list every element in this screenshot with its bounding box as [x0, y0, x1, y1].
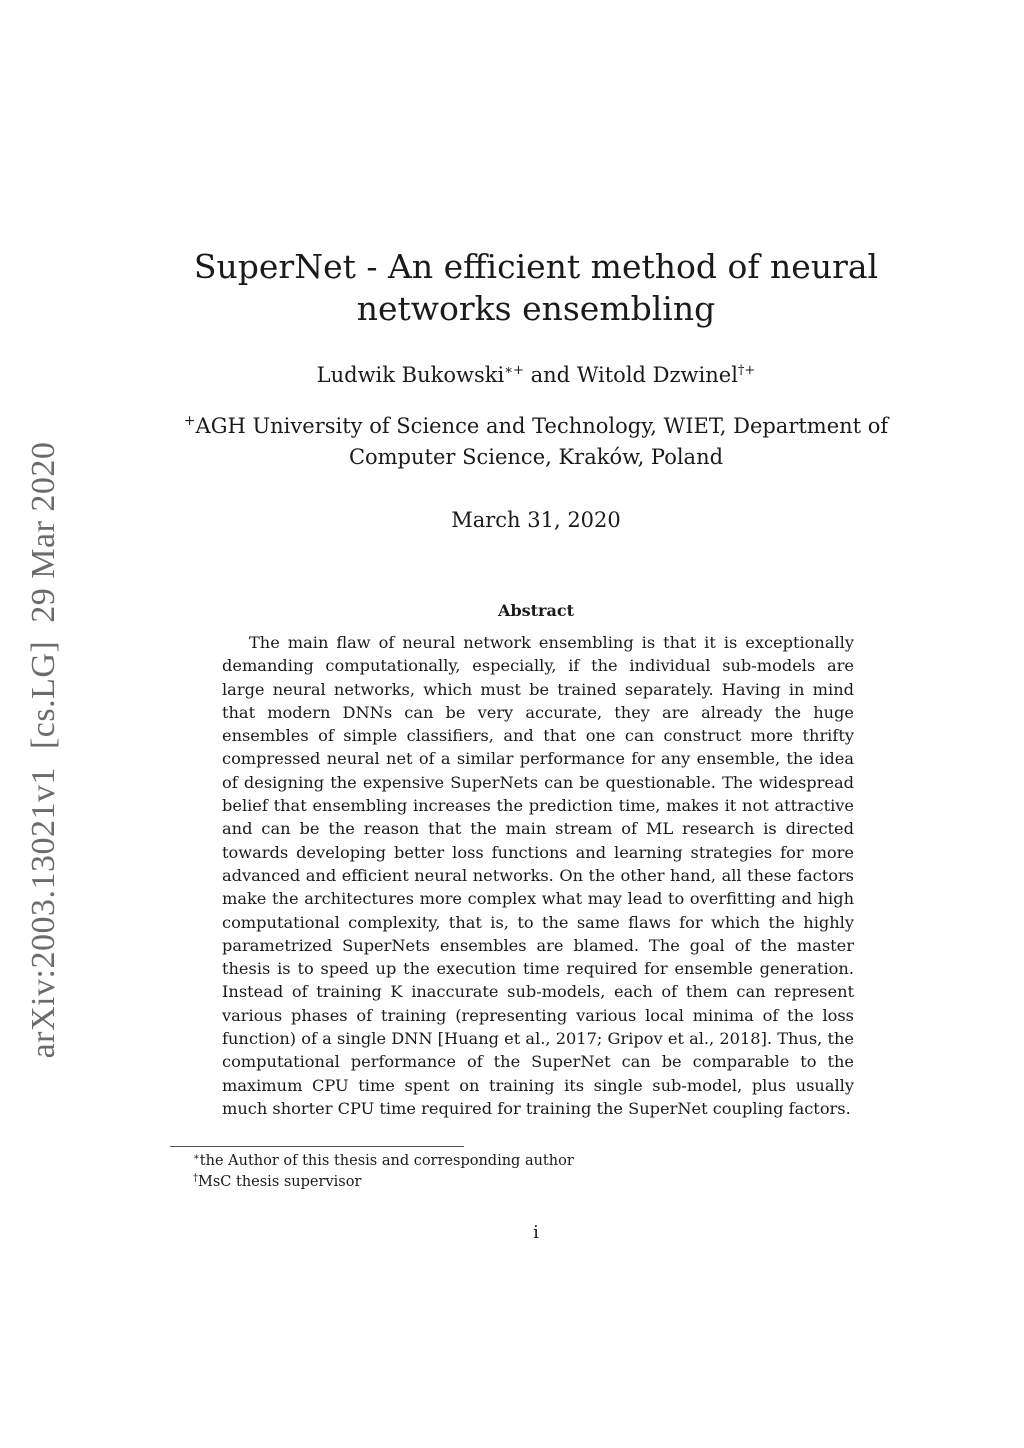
footnote: [193, 1151, 574, 1171]
author-marks: †+: [737, 363, 756, 378]
footnote-mark: ∗: [193, 1152, 200, 1163]
page-number: i: [533, 1222, 539, 1243]
paper-title: SuperNet - An efficient method of neural networks ensembling: [193, 247, 879, 328]
footnote: [193, 1172, 361, 1192]
affiliation: [170, 411, 902, 473]
arxiv-id: arXiv:2003.13021v1: [25, 767, 62, 1059]
footnote-text: the Author of this thesis and corresponding author: [199, 1153, 574, 1169]
footnote-mark: †: [193, 1173, 198, 1184]
abstract-heading: Abstract: [498, 601, 574, 620]
abstract-body: The main flaw of neural network ensembling is that it is exceptionally demanding computationally, especially, if the individual sub-models are large neural networks, which must be trained separately. Having in mind that modern DNNs can be very accurate, they are already the huge ensembles of simple classifiers, and that one can construct more thrifty compressed neural net of a similar performance for any ensemble, the idea of designing the expensive SuperNets can be questionable. The widespread belief that ensembling increases the prediction time, makes it not attractive and can be the reason that the main stream of ML research is directed towards developing better loss functions and learning strategies for more advanced and efficient neural networks. On the other hand, all these factors make the architectures more complex what may lead to overfitting and high computational complexity, that is, to the same flaws for which the highly parametrized SuperNets ensembles are blamed. The goal of the master thesis is to speed up the execution time required for ensemble generation. Instead of training K inaccurate sub-models, each of them can represent various phases of training (representing various local minima of the loss function) of a single DNN [Huang et al., 2017; Gripov et al., 2018]. Thus, the computational performance of the SuperNet can be comparable to the maximum CPU time spent on training its single sub-model, plus usually much shorter CPU time required for training the SuperNet coupling factors.: [222, 633, 854, 1118]
author-marks: ∗+: [504, 363, 524, 378]
author-name: Witold Dzwinel: [576, 363, 738, 387]
affiliation-mark: +: [183, 413, 196, 429]
arxiv-date: 29 Mar 2020: [25, 441, 62, 623]
arxiv-stamp: [25, 442, 63, 1059]
footnote-rule: [170, 1146, 464, 1147]
author-name: Ludwik Bukowski: [316, 363, 505, 387]
arxiv-category: [cs.LG]: [25, 640, 62, 750]
author-line: [170, 361, 902, 389]
arxiv-sidebar: [14, 440, 74, 1060]
affiliation-text: AGH University of Science and Technology, WIET, Department of Computer Science, Kraków, Poland: [195, 414, 889, 469]
author-conjunction: and: [530, 363, 571, 387]
footnote-text: MsC thesis supervisor: [198, 1174, 362, 1190]
paper-date: March 31, 2020: [451, 508, 621, 532]
